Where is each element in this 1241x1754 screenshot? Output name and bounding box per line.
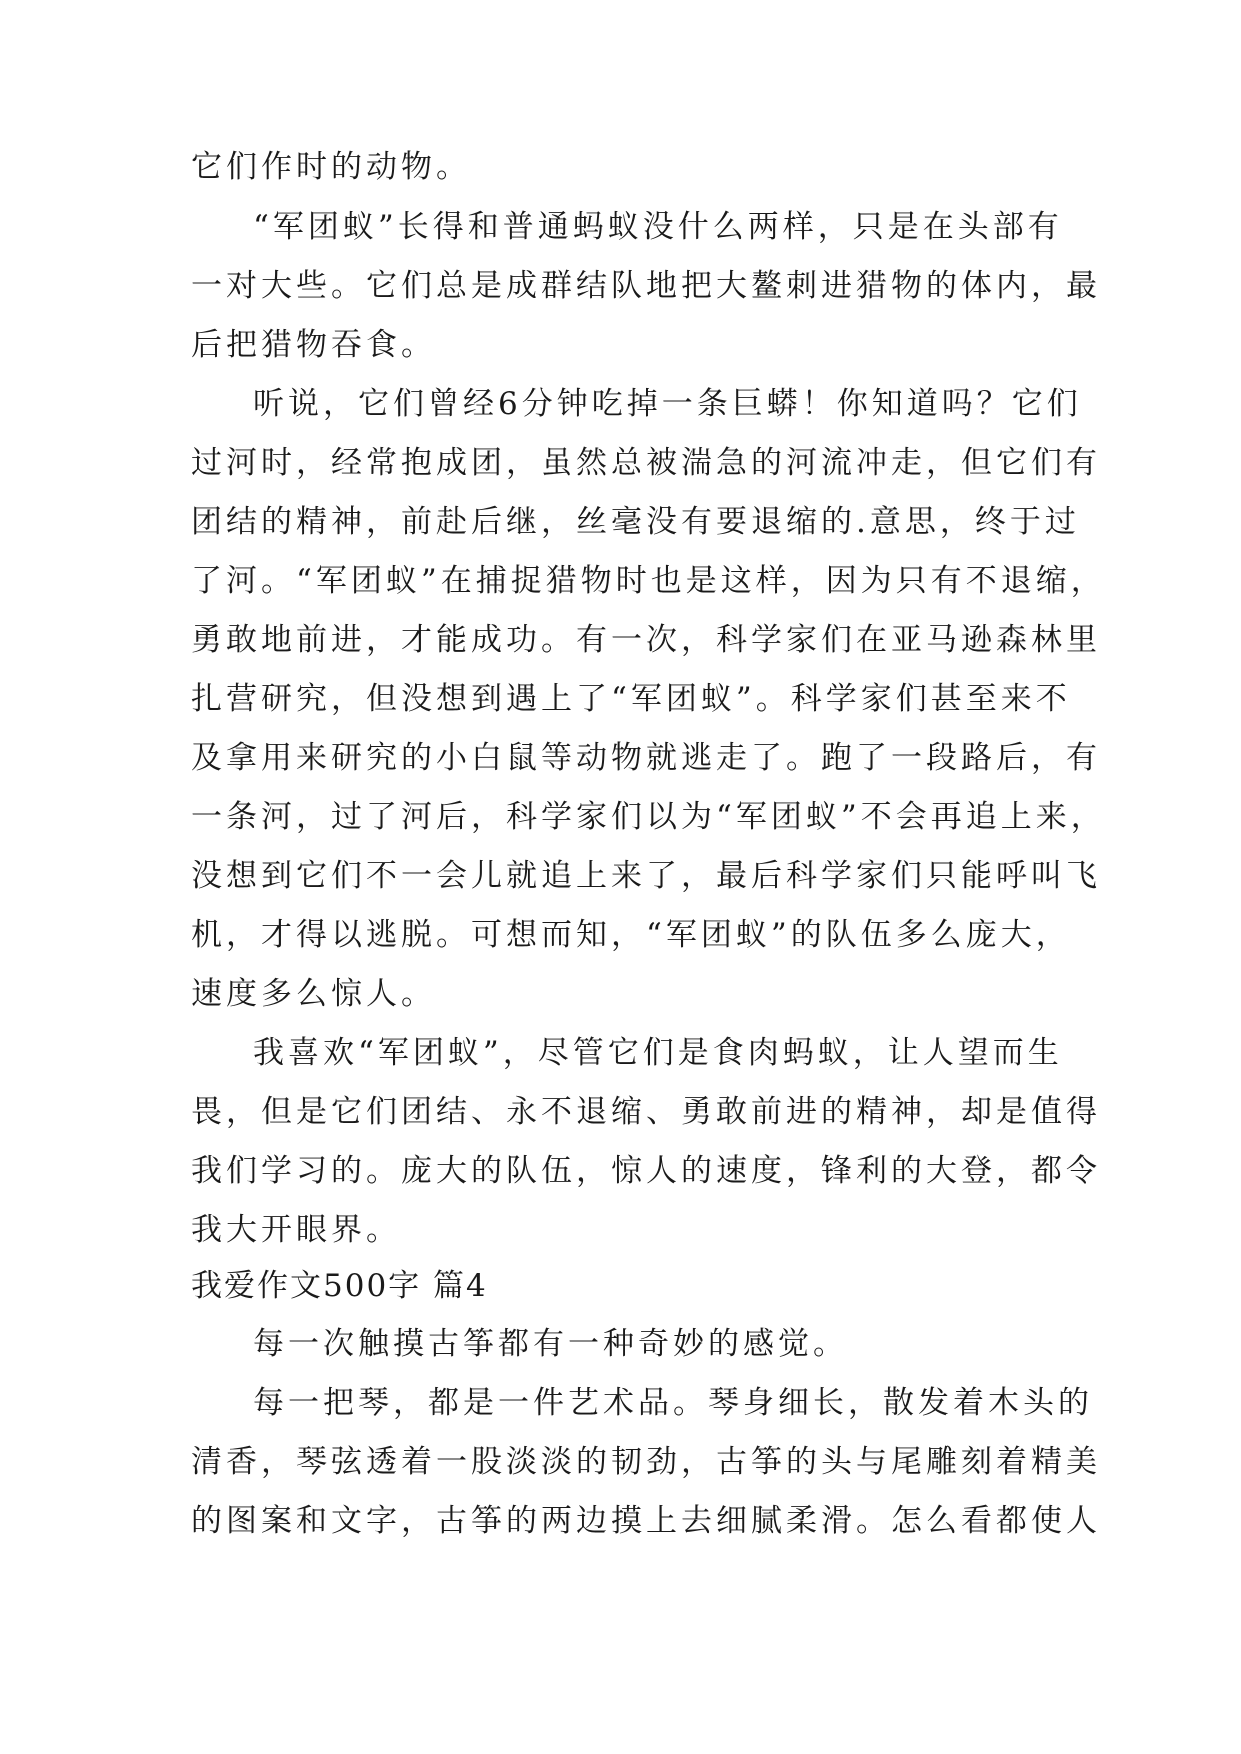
text-line: 了河。“军团蚁”在捕捉猎物时也是这样，因为只有不退缩， — [191, 563, 1106, 599]
text-line: 的图案和文字，古筝的两边摸上去细腻柔滑。怎么看都使人 — [191, 1503, 1101, 1539]
text-line: 后把猎物吞食。 — [191, 327, 436, 363]
text-line: 速度多么惊人。 — [191, 976, 436, 1012]
text-line: 一条河，过了河后，科学家们以为“军团蚁”不会再追上来， — [191, 799, 1106, 835]
text-line: 过河时，经常抱成团，虽然总被湍急的河流冲走，但它们有 — [191, 445, 1101, 481]
text-line: 我们学习的。庞大的队伍，惊人的速度，锋利的大登，都令 — [191, 1153, 1101, 1189]
text-line: 我大开眼界。 — [191, 1212, 401, 1248]
text-line: 没想到它们不一会儿就追上来了，最后科学家们只能呼叫飞 — [191, 858, 1101, 894]
paragraph-start-line: 每一次触摸古筝都有一种奇妙的感觉。 — [253, 1326, 848, 1362]
text-line: 及拿用来研究的小白鼠等动物就逃走了。跑了一段路后，有 — [191, 740, 1101, 776]
paragraph-start-line: 我喜欢“军团蚁”，尽管它们是食肉蚂蚁，让人望而生 — [253, 1035, 1063, 1071]
text-line: 它们作时的动物。 — [191, 149, 471, 185]
paragraph-start-line: “军团蚁”长得和普通蚂蚁没什么两样，只是在头部有 — [253, 209, 1063, 245]
text-line: 机，才得以逃脱。可想而知，“军团蚁”的队伍多么庞大， — [191, 917, 1071, 953]
text-line: 扎营研究，但没想到遇上了“军团蚁”。科学家们甚至来不 — [191, 681, 1071, 717]
text-line: 畏，但是它们团结、永不退缩、勇敢前进的精神，却是值得 — [191, 1094, 1101, 1130]
paragraph-start-line: 听说，它们曾经6分钟吃掉一条巨蟒！你知道吗？它们 — [253, 386, 1082, 422]
text-line: 勇敢地前进，才能成功。有一次，科学家们在亚马逊森林里 — [191, 622, 1101, 658]
text-line: 一对大些。它们总是成群结队地把大鳌刺进猎物的体内，最 — [191, 268, 1101, 304]
text-line: 清香，琴弦透着一股淡淡的韧劲，古筝的头与尾雕刻着精美 — [191, 1444, 1101, 1480]
section-heading: 我爱作文500字 篇4 — [191, 1268, 488, 1304]
paragraph-start-line: 每一把琴，都是一件艺术品。琴身细长，散发着木头的 — [253, 1385, 1093, 1421]
text-line: 团结的精神，前赴后继，丝毫没有要退缩的.意思，终于过 — [191, 504, 1080, 540]
